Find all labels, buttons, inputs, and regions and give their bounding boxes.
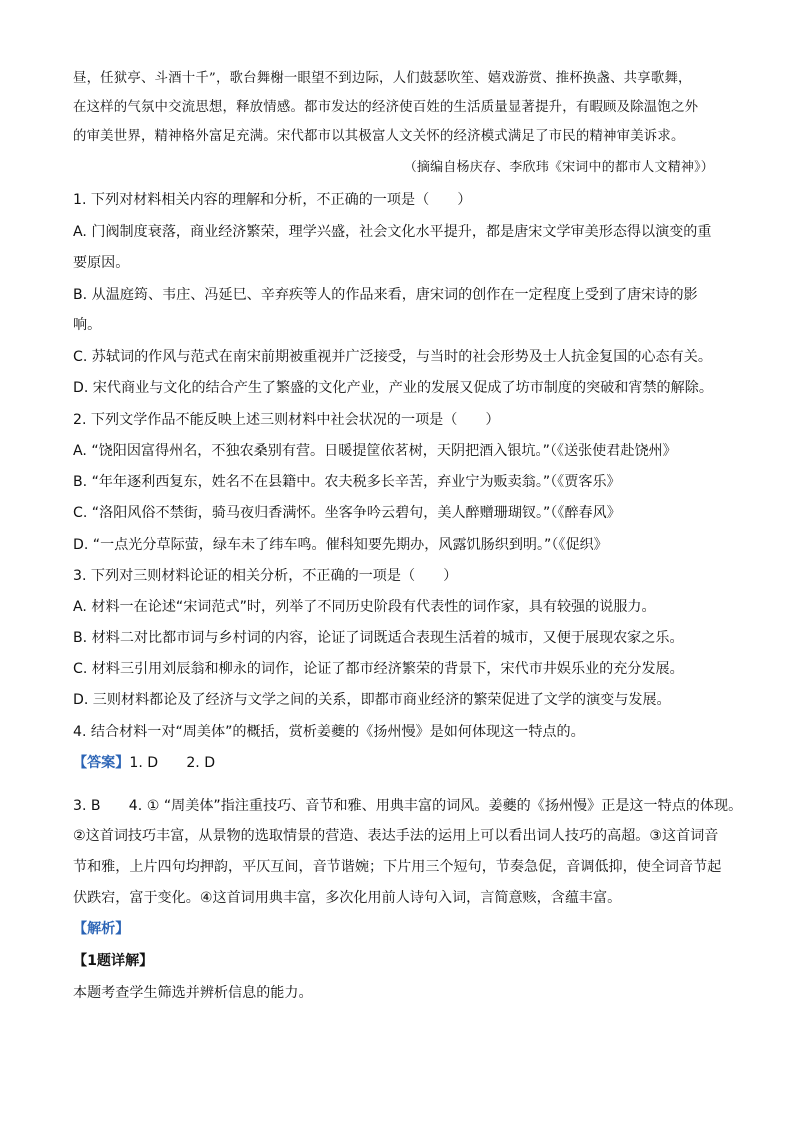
q2-option-c: C. “洛阳风俗不禁街，骑马夜归香满怀。坐客争吟云碧句，美人醉赠珊瑚钗。”（《醉春风》 [73,505,621,521]
question-2-stem: 2. 下列文学作品不能反映上述三则材料中社会状况的一项是（ ） [73,412,500,428]
answer-label: 【答案】 [73,755,130,771]
q2-option-a: A. “饶阳因富得州名，不独农桑别有营。日暖提筐依茗树，天阴把酒入银坑。”（《送张使君赴饶州》 [73,443,677,459]
q3-option-c: C. 材料三引用刘辰翁和柳永的词作，论证了都市经济繁荣的背景下，宋代市井娱乐业的充分发展。 [73,661,684,677]
q2-option-d: D. “一点光分草际萤，绿车未了纬车鸣。催科知要先期办，风露饥肠织到明。”（《促织》 [73,537,608,553]
q2-option-b: B. “年年逐利西复东，姓名不在县籍中。农夫税多长辛苦，弃业宁为贩卖翁。”（《贾客乐》 [73,474,621,490]
answer-items: 1. D 2. D [129,755,216,771]
q1-option-c: C. 苏轼词的作风与范式在南宋前期被重视并广泛接受，与当时的社会形势及士人抗金复国的心态有关。 [73,349,712,365]
question-1-stem: 1. 下列对材料相关内容的理解和分析，不正确的一项是（ ） [73,192,472,208]
question-4-stem: 4. 结合材料一对“周美体”的概括，赏析姜夔的《扬州慢》是如何体现这一特点的。 [73,724,585,740]
analysis-label: 【解析】 [73,921,130,937]
passage-line: 在这样的气氛中交流思想，释放情感。都市发达的经济使百姓的生活质量显著提升，有暇顾及除温饱之外 [73,100,699,115]
q1-option-d: D. 宋代商业与文化的结合产生了繁盛的文化产业，产业的发展又促成了坊市制度的突破和宵禁的解除。 [73,380,713,396]
answer-line: 伏跌宕，富于变化。④这首词用典丰富，多次化用前人诗句入词，言简意赅，含蕴丰富。 [73,890,622,906]
passage-line: 昼，任狱亭、斗酒十千”，歌台舞榭一眼望不到边际，人们鼓瑟吹笙、嬉戏游赏、推杯换盏、共享歌舞， [73,71,692,86]
q3-option-a: A. 材料一在论述“宋词范式”时，列举了不同历史阶段有代表性的词作家，具有较强的说服力。 [73,599,656,615]
question-3-stem: 3. 下列对三则材料论证的相关分析，不正确的一项是（ ） [73,568,458,584]
answer-line: ②这首词技巧丰富，从景物的选取情景的营造、表达手法的运用上可以看出词人技巧的高超。③这首词音 [73,828,719,844]
analysis-text: 本题考查学生筛选并辨析信息的能力。 [73,985,313,1001]
analysis-subheading: 【1题详解】 [73,953,154,969]
q3-option-d: D. 三则材料都论及了经济与文学之间的关系，即都市商业经济的繁荣促进了文学的演变与发展。 [73,692,671,708]
q1-option-b: B. 从温庭筠、韦庄、冯延巳、辛弃疾等人的作品来看，唐宋词的创作在一定程度上受到了唐宋诗的影 [73,287,698,303]
answer-row [73,753,215,773]
passage-line: 的审美世界，精神格外富足充满。宋代都市以其极富人文关怀的经济模式满足了市民的精神审美诉求。 [73,129,685,144]
q1-option-a-cont: 要原因。 [73,255,130,271]
answer-line: 节和雅，上片四句均押韵，平仄互间，音节谐婉；下片用三个短句，节奏急促，音调低抑，使全词音节起 [73,859,722,875]
q1-option-b-cont: 响。 [73,317,102,333]
answer-line: 3. B 4. ① “周美体”指注重技巧、音节和雅、用典丰富的词风。姜夔的《扬州慢》正是这一特点的体现。 [73,798,743,814]
passage-source: （摘编自杨庆存、李欣玮《宋词中的都市人文精神》） [403,160,714,175]
q1-option-a: A. 门阀制度衰落，商业经济繁荣，理学兴盛，社会文化水平提升，都是唐宋文学审美形态得以演变的重 [73,224,712,240]
q3-option-b: B. 材料二对比都市词与乡村词的内容，论证了词既适合表现生活着的城市，又便于展现农家之乐。 [73,630,684,646]
